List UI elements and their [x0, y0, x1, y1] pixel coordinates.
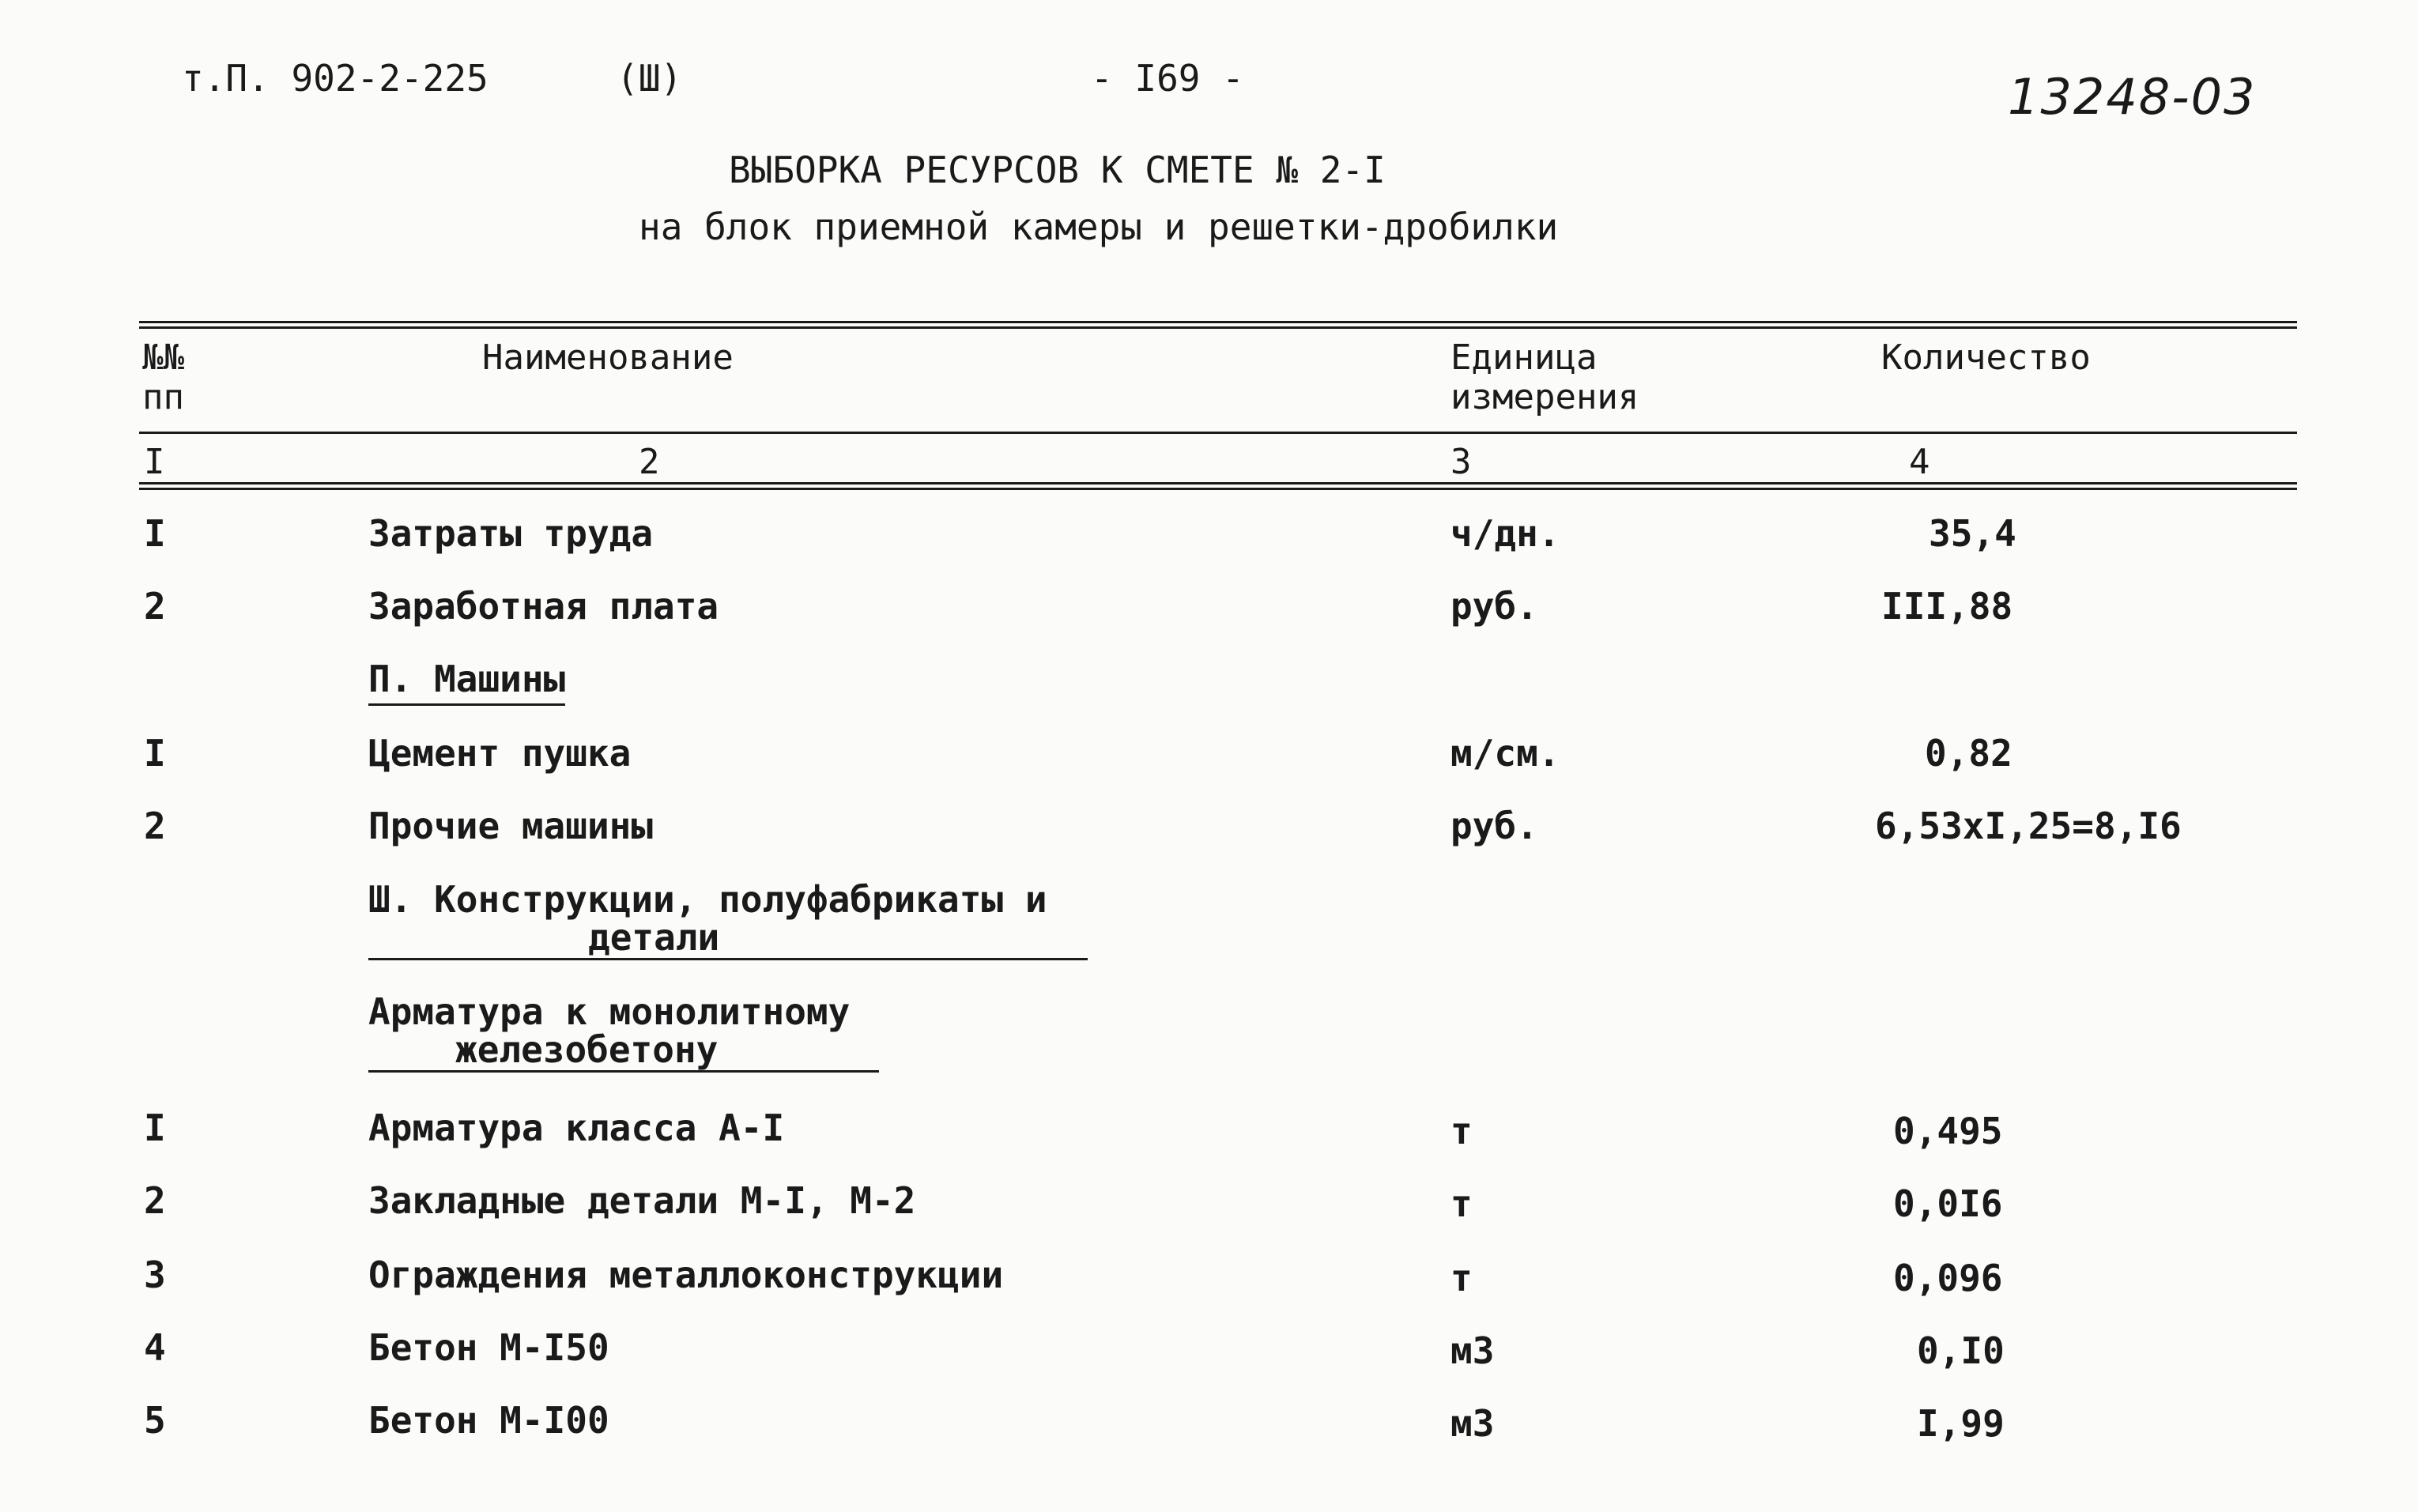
row-qty: 0,0I6: [1893, 1182, 2003, 1225]
row-num: 2: [144, 1179, 166, 1222]
stamp-number: 13248-03: [2008, 68, 2257, 126]
header-mid-rule: [139, 432, 2297, 434]
row-num: 4: [144, 1326, 166, 1369]
row-num: 5: [144, 1399, 166, 1442]
row-qty: 0,82: [1925, 732, 2012, 775]
col-header-unit-line1: Единица: [1450, 337, 1598, 378]
row-num: 2: [144, 805, 166, 847]
row-qty: III,88: [1881, 585, 2013, 628]
row-unit: т: [1450, 1257, 1473, 1299]
row-name: Арматура класса А-I: [368, 1107, 785, 1149]
col-header-unit: [1450, 338, 1639, 417]
row-unit: руб.: [1450, 805, 1538, 847]
row-num: I: [144, 1107, 166, 1149]
col-number-2: 2: [639, 442, 660, 482]
row-qty: 0,495: [1893, 1110, 2003, 1152]
row-qty: 0,I0: [1917, 1329, 2005, 1372]
page-number: - I69 -: [1091, 57, 1244, 100]
row-num: I: [144, 512, 166, 555]
row-unit: ч/дн.: [1450, 512, 1560, 555]
col-header-num: [142, 338, 184, 417]
row-qty: 35,4: [1929, 512, 2016, 555]
row-name: Прочие машины: [368, 805, 654, 847]
row-qty: 0,096: [1893, 1257, 2003, 1299]
row-num: 3: [144, 1254, 166, 1296]
row-unit: руб.: [1450, 585, 1538, 628]
section-heading-constructions-line2: детали: [588, 916, 720, 959]
row-unit: м3: [1450, 1402, 1495, 1445]
row-num: 2: [144, 585, 166, 628]
col-header-qty: Количество: [1881, 337, 2091, 378]
row-name: Затраты труда: [368, 512, 654, 555]
row-unit: м3: [1450, 1329, 1495, 1372]
col-number-1: I: [144, 442, 165, 482]
row-unit: м/см.: [1450, 732, 1560, 775]
row-name: Цемент пушка: [368, 732, 632, 775]
row-name: Закладные детали М-I, М-2: [368, 1179, 916, 1222]
row-unit: т: [1450, 1182, 1473, 1225]
col-header-num-line1: №№: [142, 337, 184, 378]
row-name: Бетон М-I50: [368, 1326, 609, 1369]
document-part: (Ш): [617, 57, 683, 100]
section-heading-constructions: [368, 880, 1088, 960]
document-subtitle: на блок приемной камеры и решетки-дробилки: [639, 205, 1559, 248]
col-header-name: Наименование: [482, 337, 734, 378]
subsection-heading-rebar-line2: железобетону: [455, 1028, 719, 1071]
document-code: т.П. 902-2-225: [182, 57, 489, 100]
col-header-num-line2: пп: [142, 377, 184, 417]
row-num: I: [144, 732, 166, 775]
subsection-heading-rebar: [368, 990, 879, 1073]
col-number-4: 4: [1909, 442, 1930, 482]
table-top-rule: [139, 321, 2297, 329]
row-qty: I,99: [1917, 1402, 2005, 1445]
row-unit: т: [1450, 1110, 1473, 1152]
row-name: Ограждения металлоконструкции: [368, 1254, 1004, 1296]
section-heading-constructions-line1: Ш. Конструкции, полуфабрикаты и: [368, 878, 1047, 921]
row-qty: 6,53хI,25=8,I6: [1875, 805, 2182, 847]
subsection-heading-rebar-line1: Арматура к монолитному: [368, 990, 851, 1033]
row-name: Бетон М-I00: [368, 1399, 609, 1442]
row-name: Заработная плата: [368, 585, 719, 628]
col-header-unit-line2: измерения: [1450, 377, 1639, 417]
document-title: ВЫБОРКА РЕСУРСОВ К СМЕТЕ № 2-I: [729, 149, 1386, 191]
header-bottom-rule: [139, 482, 2297, 490]
col-number-3: 3: [1450, 442, 1472, 482]
section-heading-machines: П. Машины: [368, 658, 565, 706]
